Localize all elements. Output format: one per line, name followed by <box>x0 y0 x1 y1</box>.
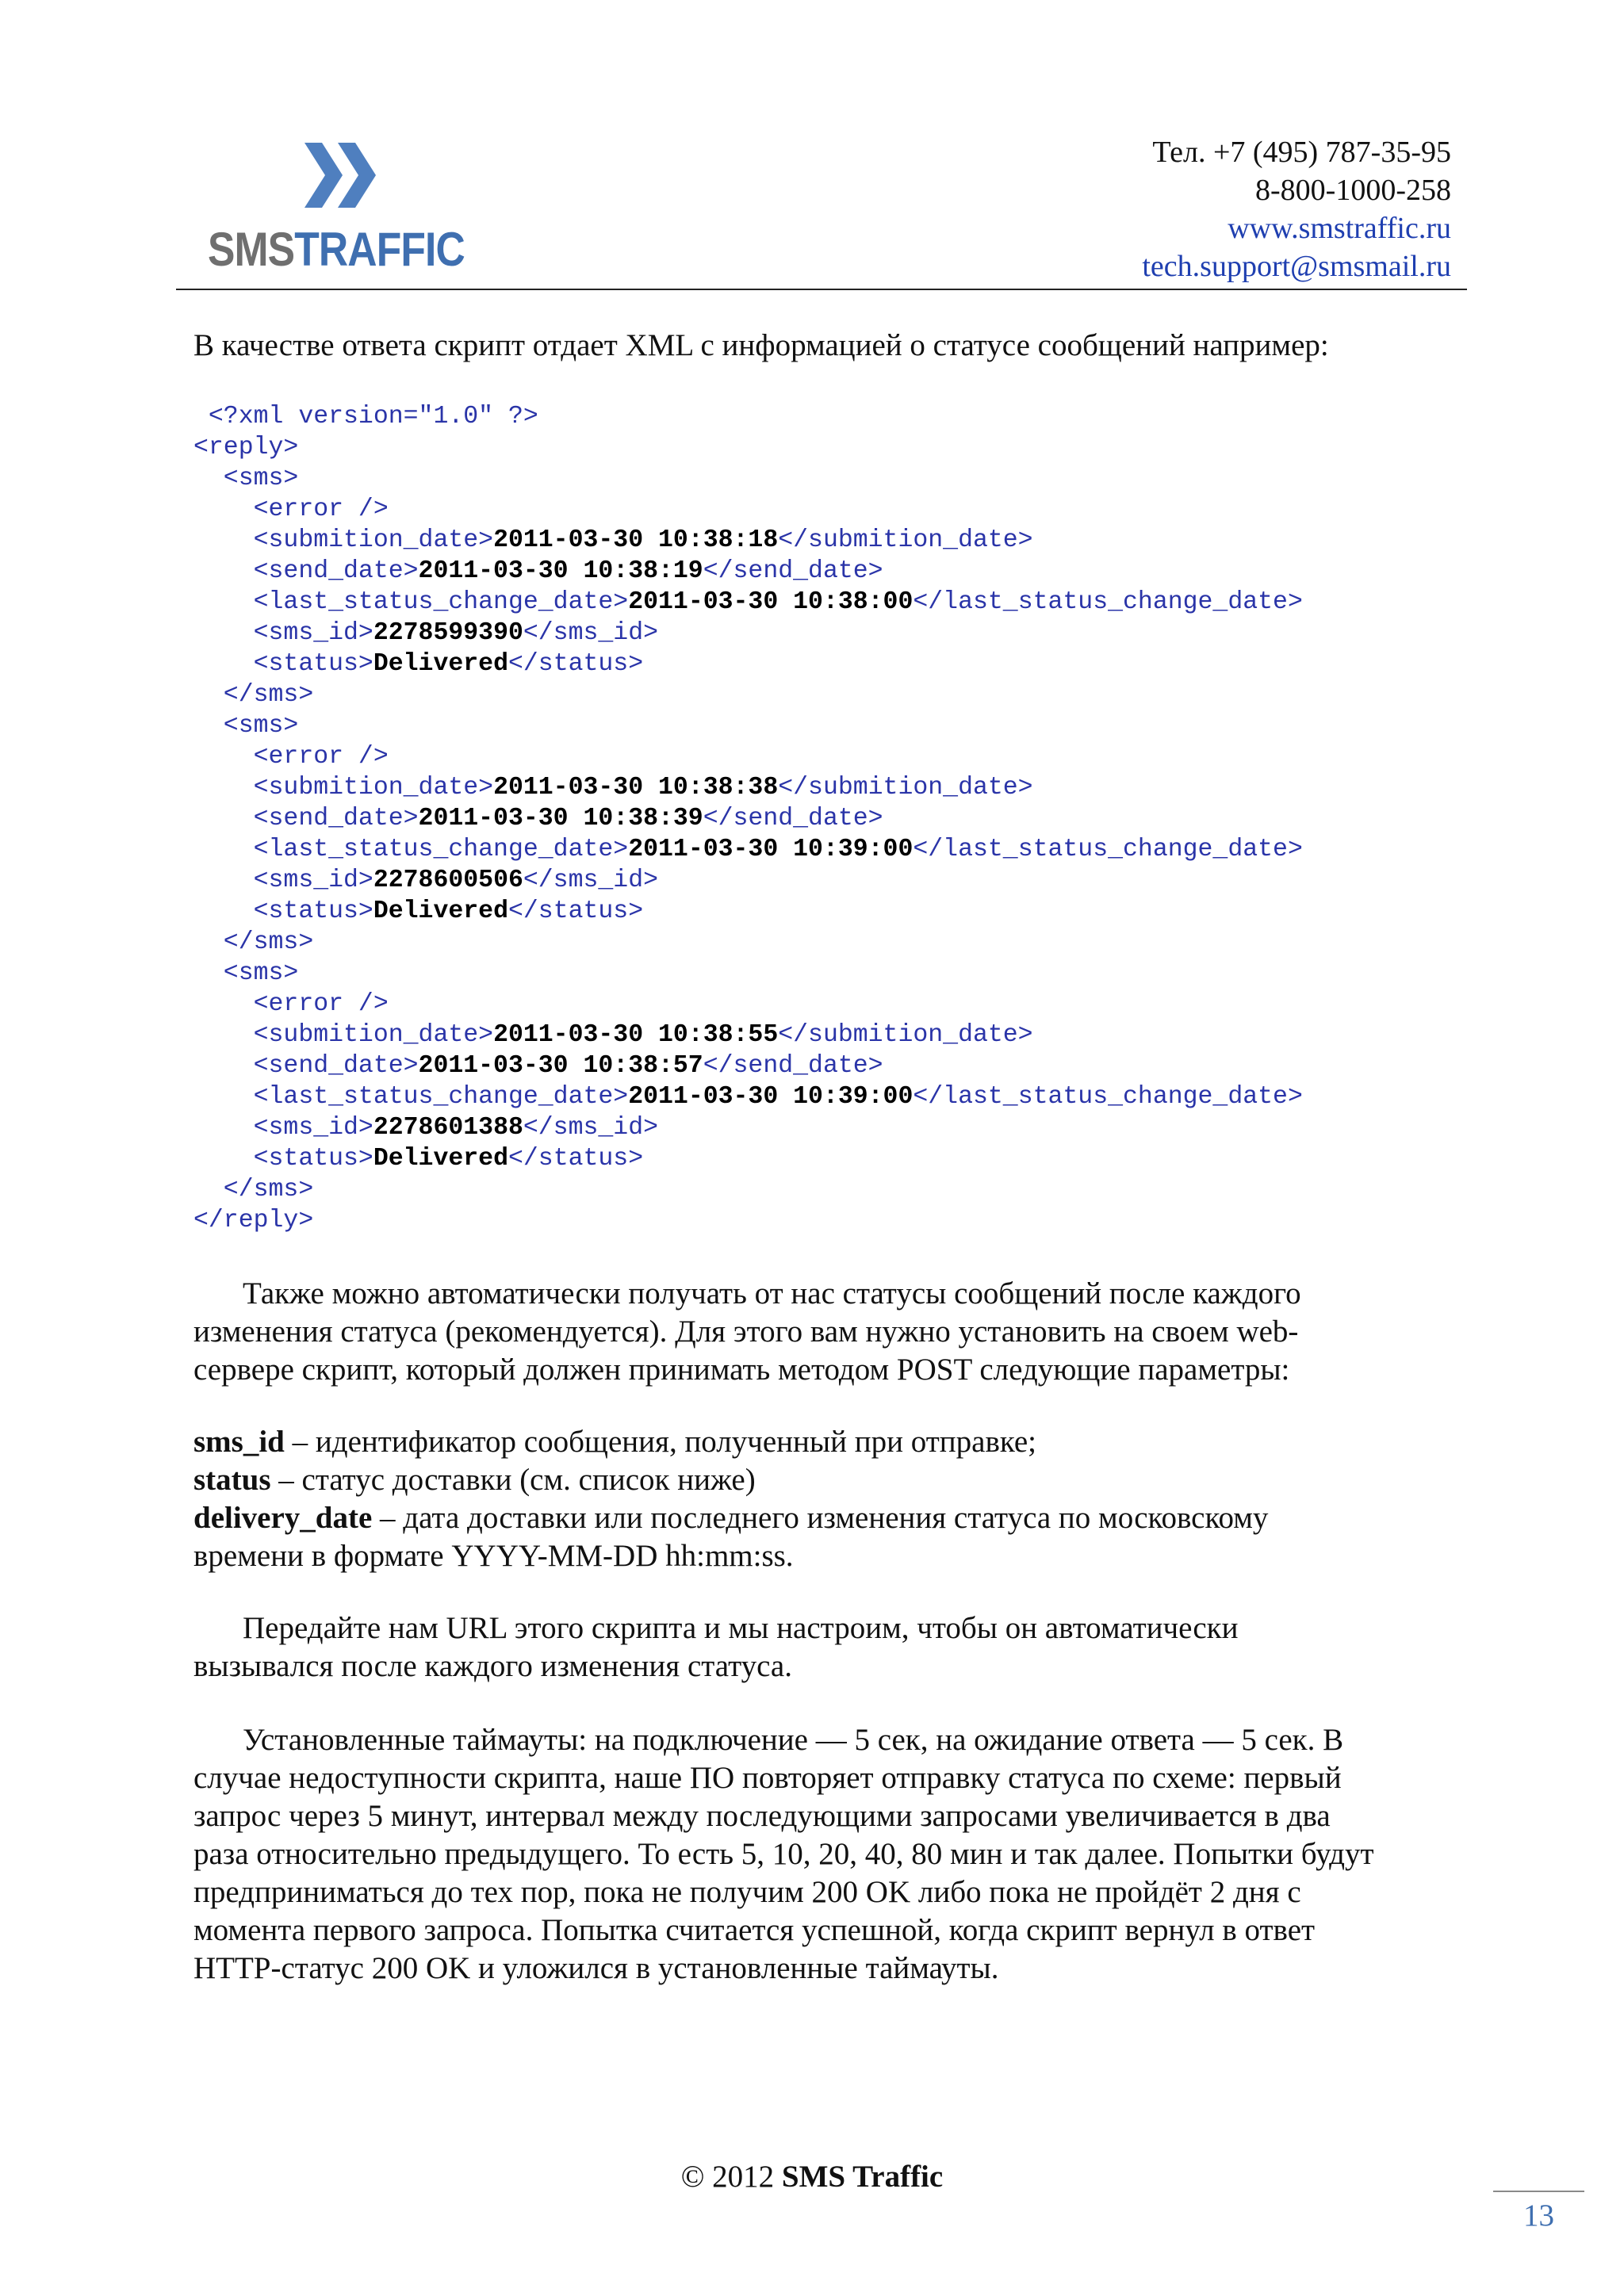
param-sms-id <box>193 1423 1494 1461</box>
phone-main: Тел. +7 (495) 787-35-95 <box>1152 136 1451 169</box>
xml-tag: <last_status_change_date> <box>193 588 629 616</box>
xml-line-status <box>193 896 1470 927</box>
xml-tag: <sms_id> <box>193 619 373 647</box>
xml-tag: <sms_id> <box>193 867 373 894</box>
xml-line-status <box>193 1143 1470 1174</box>
xml-value: 2278601388 <box>373 1114 523 1142</box>
xml-tag: </send_date> <box>703 805 883 832</box>
param-delivery-date <box>193 1499 1494 1537</box>
text-line: сервере скрипт, который должен принимать методом POST следующие параметры: <box>193 1353 1290 1387</box>
xml-line-last-status-change-date <box>193 834 1470 865</box>
xml-tag: </last_status_change_date> <box>913 588 1303 616</box>
xml-sms-close: </sms> <box>193 928 314 956</box>
xml-line-status <box>193 649 1470 679</box>
text-line: Также можно автоматически получать от нас статусы сообщений после каждого <box>243 1276 1301 1311</box>
xml-line-submition-date <box>193 772 1470 803</box>
company-name: SMS Traffic <box>781 2160 944 2194</box>
xml-sms-open: <sms> <box>193 959 299 987</box>
xml-line-sms-id <box>193 865 1470 896</box>
xml-tag: </last_status_change_date> <box>913 1083 1303 1111</box>
text-line: изменения статуса (рекомендуется). Для этого вам нужно установить на своем web- <box>193 1314 1299 1349</box>
smstraffic-logo <box>208 143 485 277</box>
xml-value: Delivered <box>373 897 508 925</box>
logo-wordmark <box>208 222 465 277</box>
param-term: delivery_date <box>193 1501 373 1535</box>
xml-line-submition-date <box>193 1020 1470 1050</box>
xml-value: 2011-03-30 10:39:00 <box>628 1083 914 1111</box>
xml-error: <error /> <box>193 743 389 771</box>
xml-tag: <send_date> <box>193 1052 419 1080</box>
xml-sms-open: <sms> <box>193 712 299 740</box>
xml-line-send-date <box>193 556 1470 587</box>
param-desc: – идентификатор сообщения, полученный при отправке; <box>284 1425 1036 1459</box>
text-line: HTTP-статус 200 OK и уложился в установленные таймауты. <box>193 1951 999 1985</box>
xml-tag: </status> <box>508 897 644 925</box>
xml-line-submition-date <box>193 525 1470 556</box>
xml-tag: </sms_id> <box>523 1114 659 1142</box>
website-link[interactable]: www.smstraffic.ru <box>1228 212 1451 245</box>
paragraph-timeouts <box>193 1721 1494 1988</box>
xml-value: 2011-03-30 10:38:57 <box>418 1052 703 1080</box>
param-delivery-date-cont: времени в формате YYYY-MM-DD hh:mm:ss. <box>193 1539 794 1573</box>
xml-value: 2011-03-30 10:39:00 <box>628 836 914 863</box>
text-line: Установленные таймауты: на подключение — 5 сек, на ожидание ответа — 5 сек. В <box>243 1723 1344 1757</box>
xml-tag: <last_status_change_date> <box>193 1083 629 1111</box>
xml-tag: <status> <box>193 1145 373 1173</box>
xml-code-block <box>193 401 1470 1242</box>
text-line: момента первого запроса. Попытка считается успешной, когда скрипт вернул в ответ <box>193 1913 1316 1947</box>
xml-line-send-date <box>193 803 1470 834</box>
xml-tag: </submition_date> <box>778 526 1033 554</box>
param-desc: – дата доставки или последнего изменения статуса по московскому <box>372 1501 1269 1535</box>
xml-tag: </send_date> <box>703 557 883 585</box>
xml-sms-close: </sms> <box>193 1176 314 1203</box>
support-email-link[interactable]: tech.support@smsmail.ru <box>1142 250 1451 283</box>
xml-tag: </sms_id> <box>523 619 659 647</box>
contact-block <box>1142 133 1451 285</box>
copyright-prefix: © 2012 <box>680 2160 782 2194</box>
xml-tag: </send_date> <box>703 1052 883 1080</box>
xml-error: <error /> <box>193 496 389 523</box>
param-desc: – статус доставки (см. список ниже) <box>270 1463 756 1497</box>
footer-copyright <box>0 2158 1624 2196</box>
xml-tag: <submition_date> <box>193 526 494 554</box>
xml-tag: <sms_id> <box>193 1114 373 1142</box>
text-line: Передайте нам URL этого скрипта и мы настроим, чтобы он автоматически <box>243 1611 1239 1645</box>
xml-value: 2011-03-30 10:38:39 <box>418 805 703 832</box>
xml-tag: <last_status_change_date> <box>193 836 629 863</box>
text-line: вызывался после каждого изменения статуса. <box>193 1649 792 1683</box>
xml-tag: </status> <box>508 650 644 678</box>
page-number: 13 <box>1523 2198 1554 2233</box>
param-term: sms_id <box>193 1425 285 1459</box>
text-line: случае недоступности скрипта, наше ПО повторяет отправку статуса по схеме: первый <box>193 1761 1342 1795</box>
xml-value: 2011-03-30 10:38:19 <box>418 557 703 585</box>
paragraph-auto-status <box>193 1275 1494 1389</box>
xml-value: 2011-03-30 10:38:38 <box>493 774 779 802</box>
double-chevron-icon <box>304 143 382 208</box>
xml-tag: </status> <box>508 1145 644 1173</box>
logo-traffic: TRAFFIC <box>294 223 465 276</box>
xml-value: 2011-03-30 10:38:00 <box>628 588 914 616</box>
phone-tollfree: 8-800-1000-258 <box>1255 174 1451 207</box>
xml-reply-close: </reply> <box>193 1207 314 1234</box>
xml-tag: <status> <box>193 650 373 678</box>
xml-tag: <submition_date> <box>193 1021 494 1049</box>
page-number-divider <box>1493 2191 1584 2192</box>
xml-sms-close: </sms> <box>193 681 314 709</box>
xml-tag: <status> <box>193 897 373 925</box>
xml-line-sms-id <box>193 1112 1470 1143</box>
parameters-list <box>193 1423 1494 1575</box>
xml-value: 2278600506 <box>373 867 523 894</box>
xml-tag: <send_date> <box>193 805 419 832</box>
xml-tag: </sms_id> <box>523 867 659 894</box>
xml-tag: <send_date> <box>193 557 419 585</box>
xml-sms-open: <sms> <box>193 465 299 492</box>
header-divider <box>176 289 1467 290</box>
xml-line-sms-id <box>193 618 1470 649</box>
xml-line-last-status-change-date <box>193 1081 1470 1112</box>
param-term: status <box>193 1463 271 1497</box>
xml-tag: </submition_date> <box>778 1021 1033 1049</box>
xml-tag: <submition_date> <box>193 774 494 802</box>
xml-tag: </last_status_change_date> <box>913 836 1303 863</box>
xml-line-send-date <box>193 1050 1470 1081</box>
intro-text: В качестве ответа скрипт отдает XML с информацией о статусе сообщений например: <box>193 328 1329 362</box>
paragraph-url <box>193 1609 1494 1686</box>
xml-value: Delivered <box>373 650 508 678</box>
text-line: раза относительно предыдущего. То есть 5, 10, 20, 40, 80 мин и так далее. Попытки будут <box>193 1837 1374 1871</box>
xml-reply-open: <reply> <box>193 434 299 461</box>
xml-value: 2278599390 <box>373 619 523 647</box>
xml-value: 2011-03-30 10:38:18 <box>493 526 779 554</box>
xml-line-last-status-change-date <box>193 587 1470 618</box>
xml-value: 2011-03-30 10:38:55 <box>493 1021 779 1049</box>
xml-value: Delivered <box>373 1145 508 1173</box>
logo-sms: SMS <box>208 223 295 276</box>
xml-tag: </submition_date> <box>778 774 1033 802</box>
xml-declaration: <?xml version="1.0" ?> <box>193 403 538 430</box>
text-line: предприниматься до тех пор, пока не получим 200 OK либо пока не пройдёт 2 дня с <box>193 1875 1301 1909</box>
xml-error: <error /> <box>193 990 389 1018</box>
param-status <box>193 1461 1494 1499</box>
text-line: запрос через 5 минут, интервал между последующими запросами увеличивается в два <box>193 1799 1331 1833</box>
